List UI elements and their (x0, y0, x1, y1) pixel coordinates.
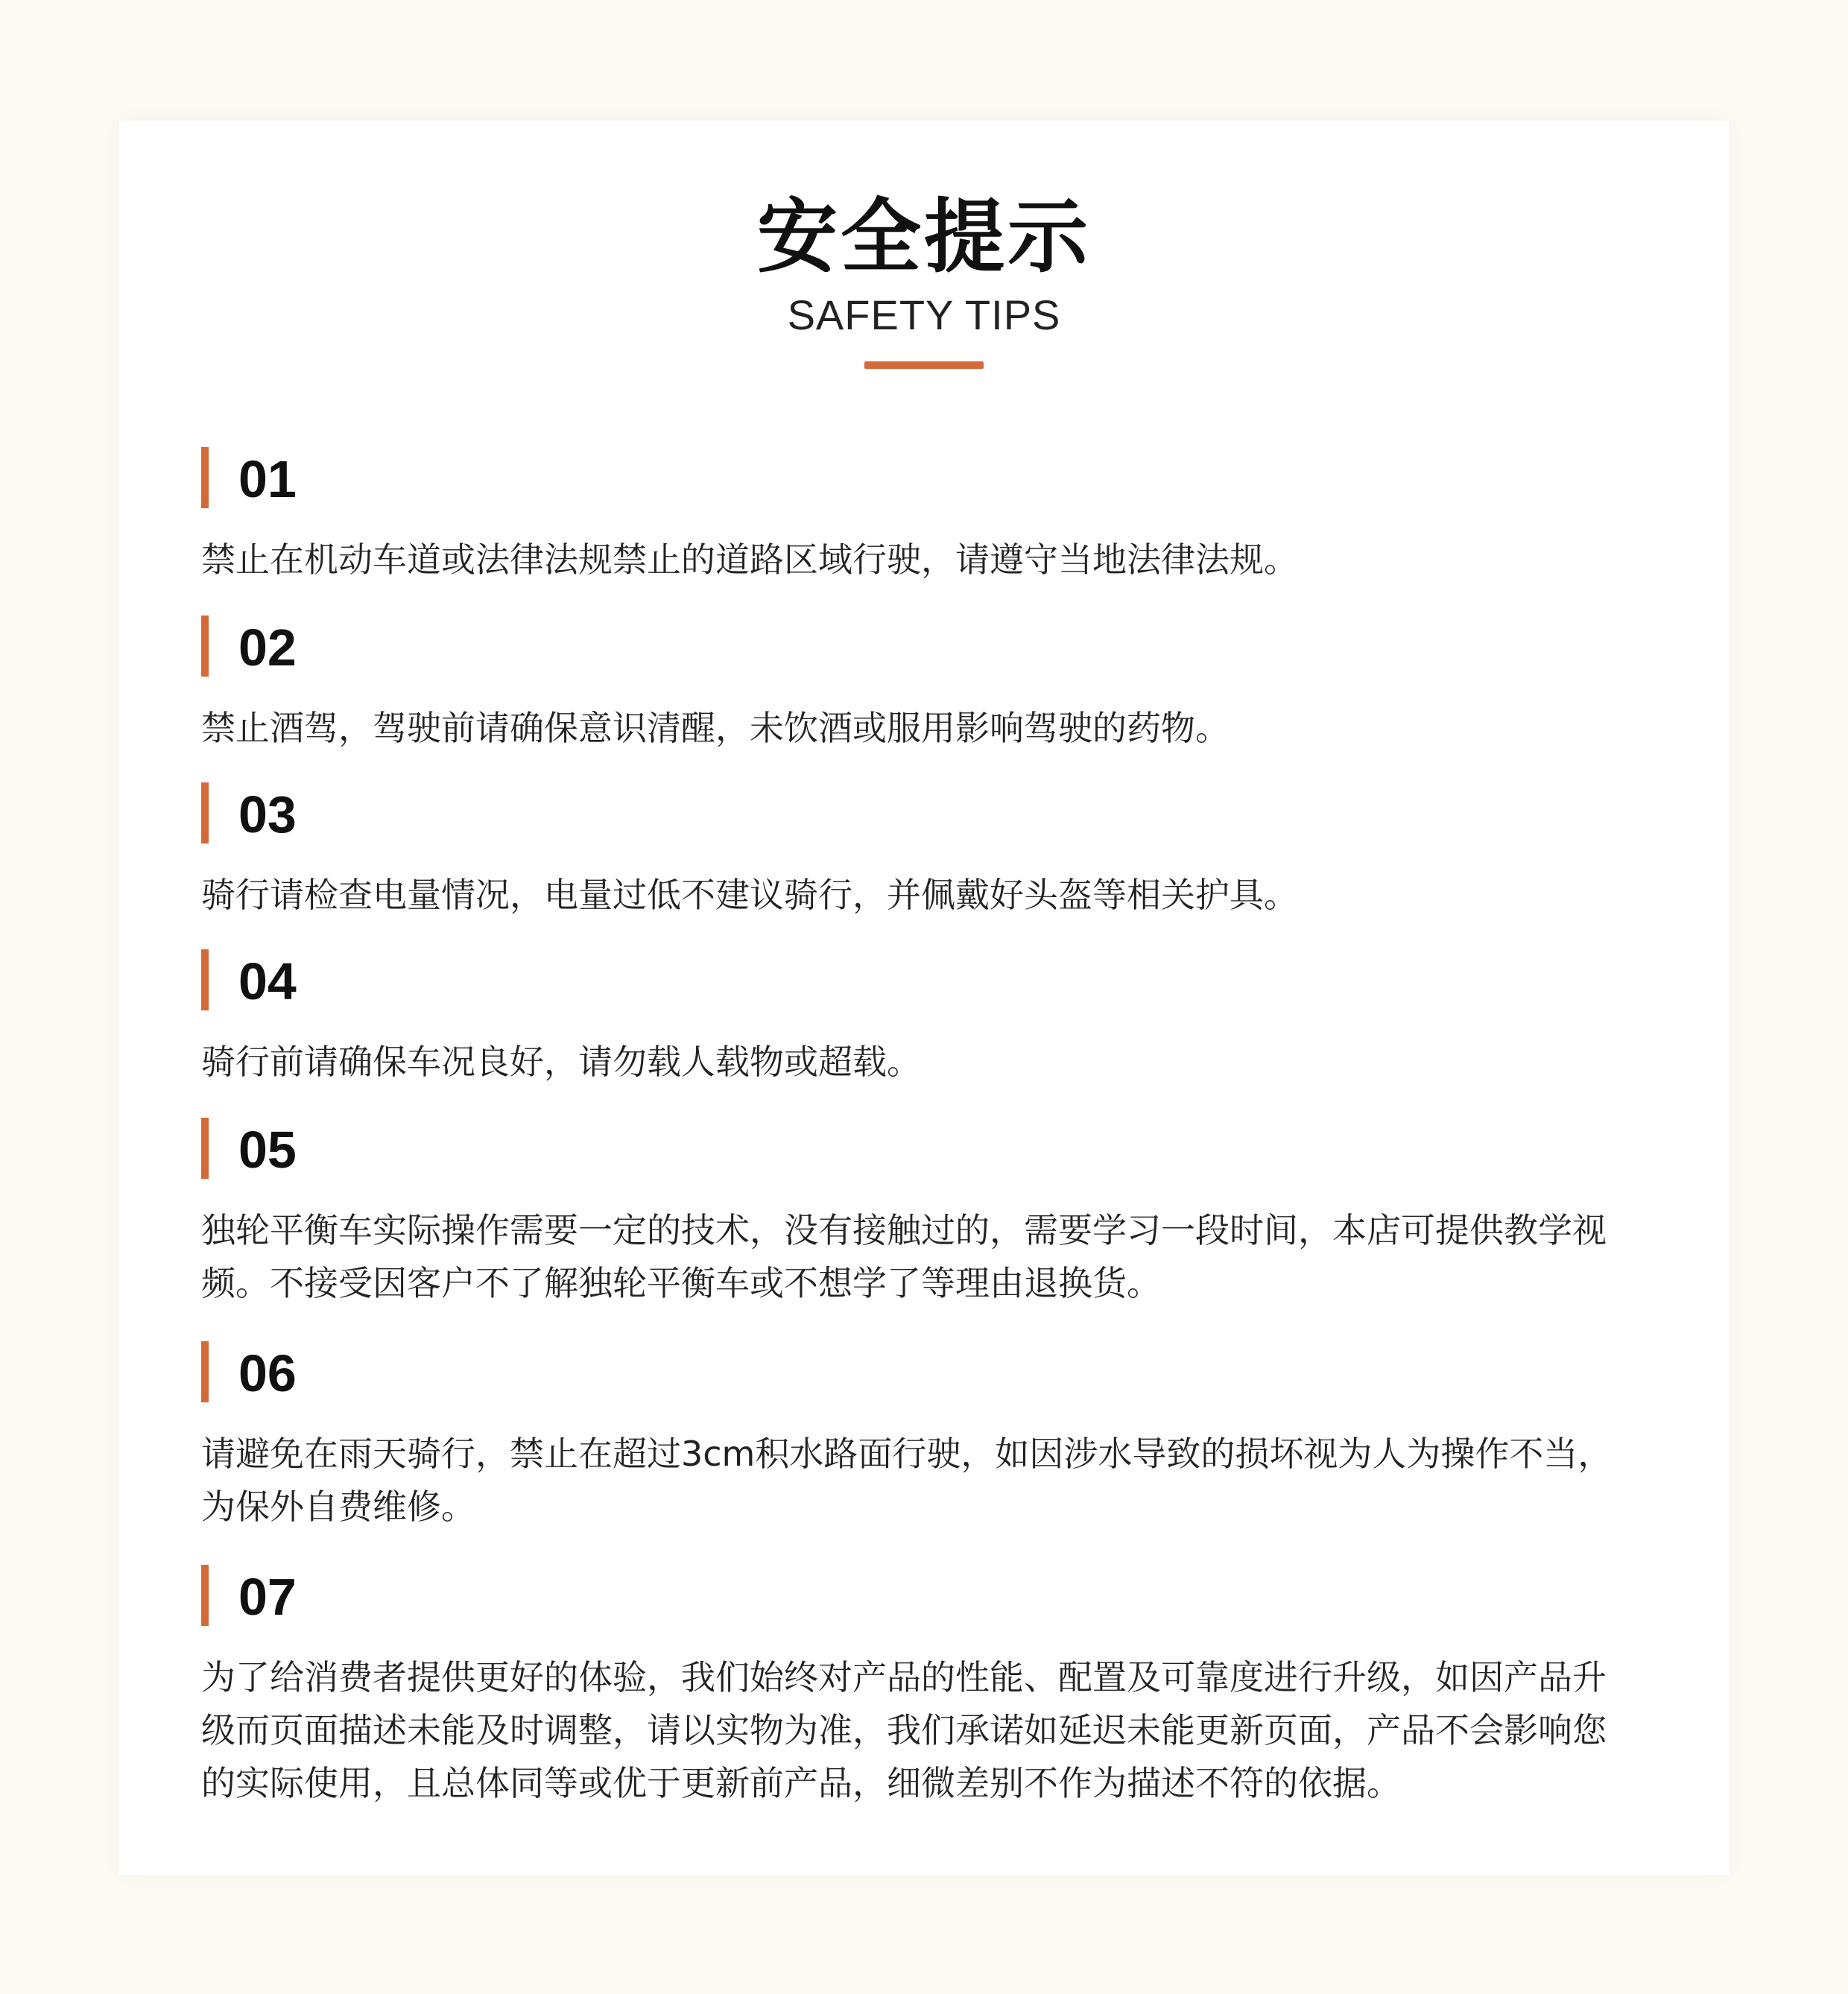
tip-number: 05 (238, 1121, 297, 1179)
tip-item-04 (201, 949, 1639, 1089)
accent-bar (201, 949, 209, 1010)
safety-tips-card (119, 121, 1729, 1875)
tip-number: 07 (238, 1568, 297, 1626)
tip-number: 02 (238, 618, 297, 677)
tip-heading (201, 1565, 1639, 1626)
tip-text: 请避免在雨天骑行，禁止在超过3cm积水路面行驶，如因涉水导致的损坏视为人为操作不当，为保外自费维修。 (201, 1434, 1613, 1527)
accent-bar (201, 447, 209, 508)
tip-item-06 (201, 1341, 1639, 1534)
tip-heading (201, 615, 1639, 677)
accent-bar (201, 1565, 209, 1626)
tip-heading (201, 1341, 1639, 1402)
tip-item-07 (201, 1565, 1639, 1810)
tip-item-01 (201, 447, 1639, 586)
tip-number: 06 (238, 1344, 297, 1402)
title-underline-divider (864, 361, 984, 369)
accent-bar (201, 782, 209, 844)
tip-number: 03 (238, 785, 297, 844)
tip-heading (201, 447, 1639, 508)
tip-text: 骑行前请确保车况良好，请勿载人载物或超载。 (201, 1042, 921, 1082)
tip-text: 独轮平衡车实际操作需要一定的技术，没有接触过的，需要学习一段时间，本店可提供教学视频。不接受因客户不了解独轮平衡车或不想学了等理由退换货。 (201, 1210, 1607, 1303)
tip-text: 为了给消费者提供更好的体验，我们始终对产品的性能、配置及可靠度进行升级，如因产品升级而页面描述未能及时调整，请以实物为准，我们承诺如延迟未能更新页面，产品不会影响您的实际使用，且总体同等或优于更新前产品，细微差别不作为描述不符的依据。 (201, 1657, 1607, 1803)
tip-item-02 (201, 615, 1639, 755)
tip-item-03 (201, 782, 1639, 922)
tip-heading (201, 949, 1639, 1010)
accent-bar (201, 615, 209, 677)
page-subtitle: SAFETY TIPS (787, 291, 1061, 338)
tip-text: 禁止酒驾，驾驶前请确保意识清醒，未饮酒或服用影响驾驶的药物。 (201, 708, 1230, 748)
tip-number: 01 (238, 450, 297, 508)
tip-number: 04 (238, 952, 297, 1010)
tip-item-05 (201, 1118, 1639, 1310)
page-title: 安全提示 (756, 191, 1091, 284)
tip-heading (201, 782, 1639, 844)
accent-bar (201, 1341, 209, 1402)
tip-text: 禁止在机动车道或法律法规禁止的道路区域行驶，请遵守当地法律法规。 (201, 539, 1298, 580)
tip-text: 骑行请检查电量情况，电量过低不建议骑行，并佩戴好头盔等相关护具。 (201, 875, 1298, 915)
accent-bar (201, 1118, 209, 1179)
tip-heading (201, 1118, 1639, 1179)
